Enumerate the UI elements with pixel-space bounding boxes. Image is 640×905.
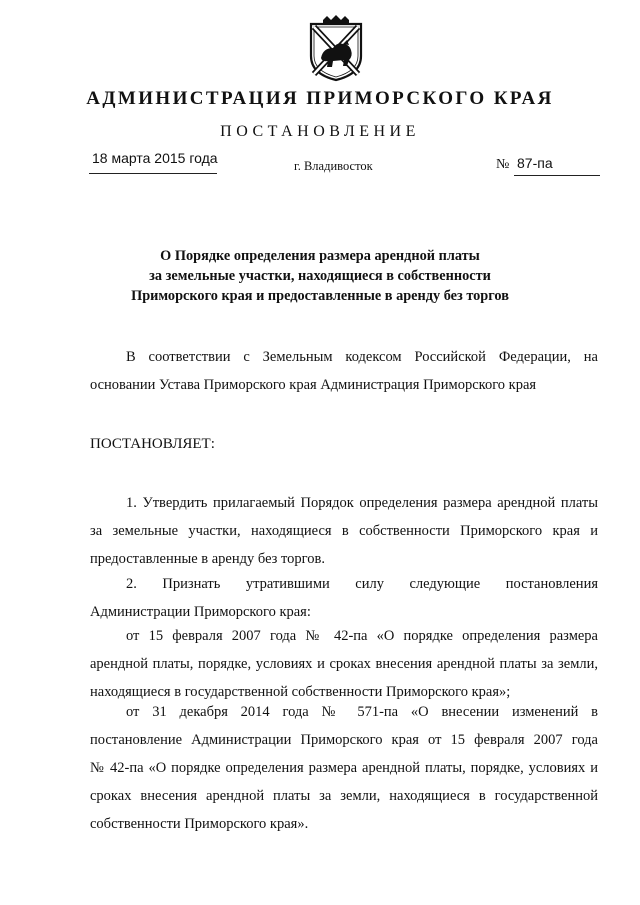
subitem-2-paragraph (90, 698, 598, 838)
document-title (0, 246, 640, 306)
number-sign: № (496, 157, 510, 172)
text-line: 2. Признать утратившими силу следующие постановления (126, 576, 598, 592)
text-line: от 31 декабря 2014 года № 571-па «О внесении изменений в (126, 704, 598, 720)
text-line: Администрации Приморского края: (90, 604, 311, 620)
text-line: собственности Приморского края». (90, 816, 309, 832)
document-number: 87-па (517, 155, 553, 171)
text-line: № 42-па «О порядке определения размера арендной платы, порядке, условиях и (90, 760, 598, 776)
date-underline (89, 173, 217, 174)
preamble-paragraph (90, 343, 598, 399)
coat-of-arms-icon (307, 14, 365, 82)
text-line: за земельные участки, находящиеся в собственности Приморского края и (90, 523, 598, 539)
title-line: Приморского края и предоставленные в аренду без торгов (131, 288, 509, 304)
subitem-1-paragraph (90, 622, 598, 706)
text-line: сроках внесения арендной платы за земли, находящиеся в государственной (90, 788, 598, 804)
text-line: от 15 февраля 2007 года № 42-па «О порядке определения размера (126, 628, 598, 644)
resolves-heading: ПОСТАНОВЛЯЕТ: (90, 436, 215, 452)
text-line: постановление Администрации Приморского края от 15 февраля 2007 года (90, 732, 598, 748)
title-line: О Порядке определения размера арендной платы (160, 248, 480, 264)
text-line: находящиеся в государственной собственности Приморского края»; (90, 684, 511, 700)
organization-name: АДМИНИСТРАЦИЯ ПРИМОРСКОГО КРАЯ (86, 88, 554, 109)
text-line: 1. Утвердить прилагаемый Порядок определения размера арендной платы (126, 495, 598, 511)
document-date: 18 марта 2015 года (92, 150, 218, 166)
document-city: г. Владивосток (294, 159, 373, 173)
title-line: за земельные участки, находящиеся в собственности (149, 268, 491, 284)
text-line: арендной платы, порядке, условиях и сроках внесения арендной платы за земли, (90, 656, 598, 672)
text-line: В соответствии с Земельным кодексом Российской Федерации, на (126, 349, 598, 365)
item-2-paragraph (90, 570, 598, 626)
number-underline (514, 175, 600, 176)
item-1-paragraph (90, 489, 598, 573)
text-line: основании Устава Приморского края Администрация Приморского края (90, 377, 537, 393)
document-type: ПОСТАНОВЛЕНИЕ (220, 123, 420, 140)
text-line: предоставленные в аренду без торгов. (90, 551, 325, 567)
